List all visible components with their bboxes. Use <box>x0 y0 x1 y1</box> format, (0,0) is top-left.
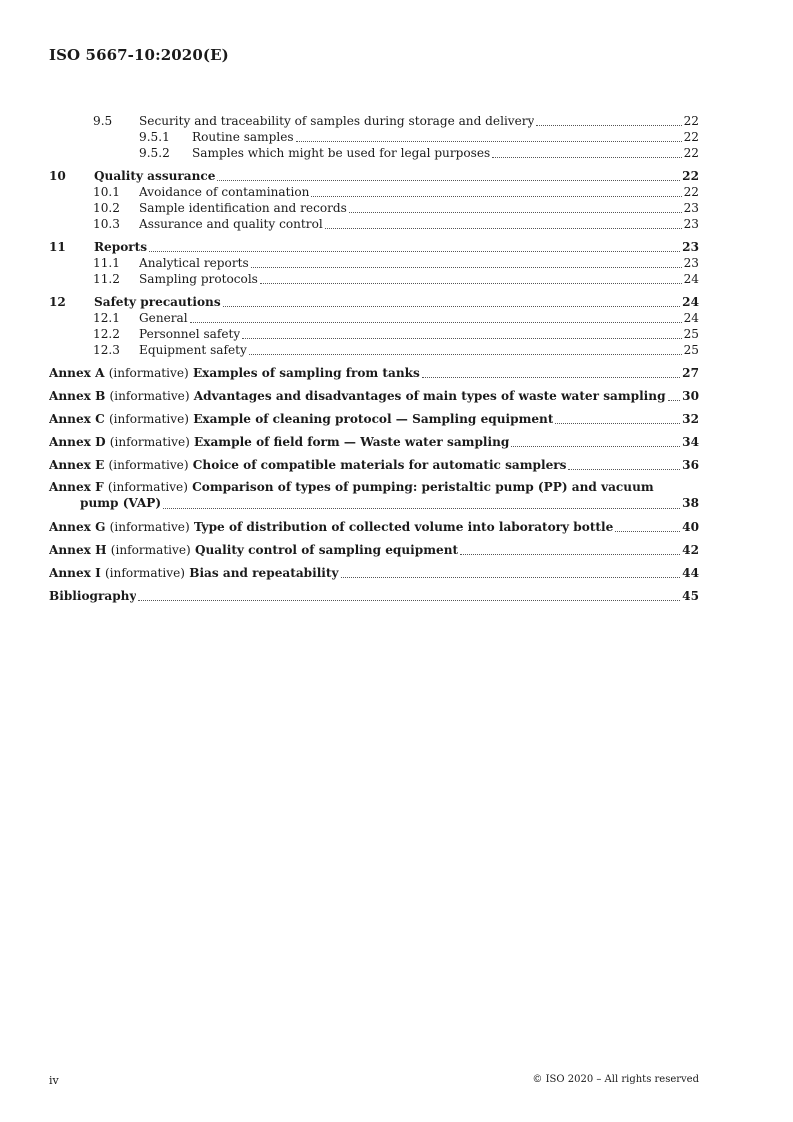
annex-prefix: Annex I <box>49 566 101 580</box>
annex-title: Type of distribution of collected volume into laboratory bottle <box>193 520 614 534</box>
annex-title: Advantages and disadvantages of main types of waste water sampling <box>193 389 666 403</box>
annex-prefix: Annex C <box>49 412 105 426</box>
toc-page: 38 <box>682 496 699 510</box>
toc-page: 24 <box>682 295 699 309</box>
annex-informative: (informative) <box>108 366 189 380</box>
toc-entry-annex-h[interactable] <box>49 542 699 558</box>
toc-entry-10-2[interactable] <box>49 200 699 216</box>
toc-page: 40 <box>682 520 699 534</box>
toc-label <box>49 365 420 381</box>
toc-entry-11-2[interactable] <box>49 271 699 287</box>
toc-entry-12-3[interactable] <box>49 342 699 358</box>
toc-entry-annex-a[interactable] <box>49 365 699 381</box>
toc-entry-annex-f[interactable] <box>49 480 699 512</box>
toc-page: 22 <box>683 146 699 160</box>
toc-number: 9.5.2 <box>139 146 170 160</box>
annex-informative: (informative) <box>108 412 189 426</box>
toc-entry-annex-i[interactable] <box>49 565 699 581</box>
toc-number: 12 <box>49 295 66 309</box>
annex-title: Comparison of types of pumping: peristaltic pump (PP) and vacuum <box>192 480 654 494</box>
toc-entry-10-3[interactable] <box>49 216 699 232</box>
annex-informative: (informative) <box>110 543 191 557</box>
toc-entry-12-2[interactable] <box>49 326 699 342</box>
annex-title: Example of cleaning protocol — Sampling equipment <box>193 412 554 426</box>
dot-leader <box>260 282 682 284</box>
toc-label <box>49 434 509 450</box>
annex-prefix: Annex E <box>49 458 105 472</box>
toc-page: 24 <box>683 311 699 325</box>
annex-title: Examples of sampling from tanks <box>192 366 420 380</box>
toc-label: Samples which might be used for legal purposes <box>192 146 491 160</box>
annex-prefix: Annex G <box>49 520 106 534</box>
toc-label: General <box>139 311 188 325</box>
dot-leader <box>217 179 680 181</box>
annex-informative: (informative) <box>104 566 185 580</box>
toc-page: 23 <box>682 240 699 254</box>
toc-label <box>49 457 566 473</box>
dot-leader <box>249 353 682 355</box>
dot-leader <box>296 140 682 142</box>
toc-label: Assurance and quality control <box>139 217 323 231</box>
toc-number: 9.5.1 <box>139 130 170 144</box>
toc-label: Personnel safety <box>139 327 241 341</box>
dot-leader <box>460 553 680 555</box>
toc-number: 10.3 <box>93 217 120 231</box>
dot-leader <box>568 468 680 470</box>
toc-page: 25 <box>683 327 699 341</box>
toc-label: Analytical reports <box>139 256 249 270</box>
toc-entry-9-5-2[interactable] <box>49 145 699 161</box>
toc-entry-10[interactable] <box>49 168 699 184</box>
dot-leader <box>138 599 680 601</box>
annex-prefix: Annex H <box>49 543 107 557</box>
annex-informative: (informative) <box>109 520 190 534</box>
toc-entry-annex-c[interactable] <box>49 411 699 427</box>
toc-page: 44 <box>682 566 699 580</box>
toc-page: 22 <box>683 114 699 128</box>
annex-title-continued: pump (VAP) <box>80 496 162 510</box>
toc-page: 34 <box>682 435 699 449</box>
toc-page: 32 <box>682 412 699 426</box>
toc-page: 24 <box>683 272 699 286</box>
annex-informative: (informative) <box>108 458 189 472</box>
toc-page: 22 <box>683 185 699 199</box>
toc-entry-annex-d[interactable] <box>49 434 699 450</box>
toc-label <box>49 388 666 404</box>
dot-leader <box>536 124 681 126</box>
toc-entry-9-5[interactable] <box>49 113 699 129</box>
toc-number: 9.5 <box>93 114 113 128</box>
toc-label <box>49 480 699 496</box>
dot-leader <box>615 530 680 532</box>
annex-title: Bias and repeatability <box>189 566 339 580</box>
toc-label: Routine samples <box>192 130 294 144</box>
toc-label: Reports <box>94 240 148 254</box>
toc-label: Bibliography <box>49 589 137 603</box>
toc-number: 11 <box>49 240 66 254</box>
toc-label: Security and traceability of samples during storage and delivery <box>139 114 535 128</box>
toc-entry-bibliography[interactable] <box>49 588 699 604</box>
toc-entry-12[interactable] <box>49 294 699 310</box>
toc-page: 23 <box>683 256 699 270</box>
dot-leader <box>163 507 680 509</box>
annex-informative: (informative) <box>109 435 190 449</box>
annex-prefix: Annex B <box>49 389 106 403</box>
toc-label: Sampling protocols <box>139 272 258 286</box>
dot-leader <box>668 399 681 401</box>
toc-label <box>49 519 613 535</box>
dot-leader <box>190 321 682 323</box>
toc-entry-annex-b[interactable] <box>49 388 699 404</box>
document-id: ISO 5667-10:2020(E) <box>49 46 229 64</box>
toc-entry-annex-g[interactable] <box>49 519 699 535</box>
toc-entry-11[interactable] <box>49 239 699 255</box>
copyright-notice: © ISO 2020 – All rights reserved <box>532 1074 699 1085</box>
dot-leader <box>511 445 680 447</box>
annex-informative: (informative) <box>107 480 188 494</box>
toc-number: 11.2 <box>93 272 120 286</box>
toc-entry-11-1[interactable] <box>49 255 699 271</box>
dot-leader <box>555 422 680 424</box>
toc-entry-annex-e[interactable] <box>49 457 699 473</box>
toc-entry-12-1[interactable] <box>49 310 699 326</box>
toc-label: Avoidance of contamination <box>139 185 310 199</box>
dot-leader <box>223 305 681 307</box>
toc-number: 12.2 <box>93 327 120 341</box>
dot-leader <box>422 376 680 378</box>
dot-leader <box>251 266 682 268</box>
page-number: iv <box>49 1074 59 1087</box>
toc-label: Equipment safety <box>139 343 247 357</box>
toc-number: 10.1 <box>93 185 120 199</box>
toc-label: Safety precautions <box>94 295 221 309</box>
dot-leader <box>149 250 680 252</box>
toc-label <box>49 542 458 558</box>
dot-leader <box>349 211 682 213</box>
toc-entry-10-1[interactable] <box>49 184 699 200</box>
toc-page: 30 <box>682 389 699 403</box>
toc-number: 10.2 <box>93 201 120 215</box>
dot-leader <box>325 227 682 229</box>
toc-page: 45 <box>682 589 699 603</box>
toc-page: 23 <box>683 201 699 215</box>
annex-title: Quality control of sampling equipment <box>194 543 459 557</box>
toc-page: 23 <box>683 217 699 231</box>
toc-label <box>49 411 553 427</box>
dot-leader <box>311 195 681 197</box>
annex-title: Choice of compatible materials for automatic samplers <box>192 458 567 472</box>
annex-prefix: Annex D <box>49 435 106 449</box>
toc-entry-9-5-1[interactable] <box>49 129 699 145</box>
toc-number: 12.1 <box>93 311 120 325</box>
annex-informative: (informative) <box>109 389 190 403</box>
dot-leader <box>341 576 681 578</box>
toc-page: 22 <box>682 169 699 183</box>
table-of-contents <box>49 113 699 604</box>
toc-label: Sample identification and records <box>139 201 347 215</box>
toc-number: 10 <box>49 169 66 183</box>
toc-page: 25 <box>683 343 699 357</box>
toc-page: 36 <box>682 458 699 472</box>
toc-label: Quality assurance <box>94 169 216 183</box>
annex-title: Example of field form — Waste water sampling <box>194 435 510 449</box>
dot-leader <box>242 337 681 339</box>
toc-number: 12.3 <box>93 343 120 357</box>
toc-label <box>49 565 339 581</box>
annex-prefix: Annex A <box>49 366 105 380</box>
toc-page: 22 <box>683 130 699 144</box>
toc-page: 42 <box>682 543 699 557</box>
dot-leader <box>492 156 681 158</box>
toc-number: 11.1 <box>93 256 120 270</box>
annex-prefix: Annex F <box>49 480 104 494</box>
toc-page: 27 <box>682 366 699 380</box>
